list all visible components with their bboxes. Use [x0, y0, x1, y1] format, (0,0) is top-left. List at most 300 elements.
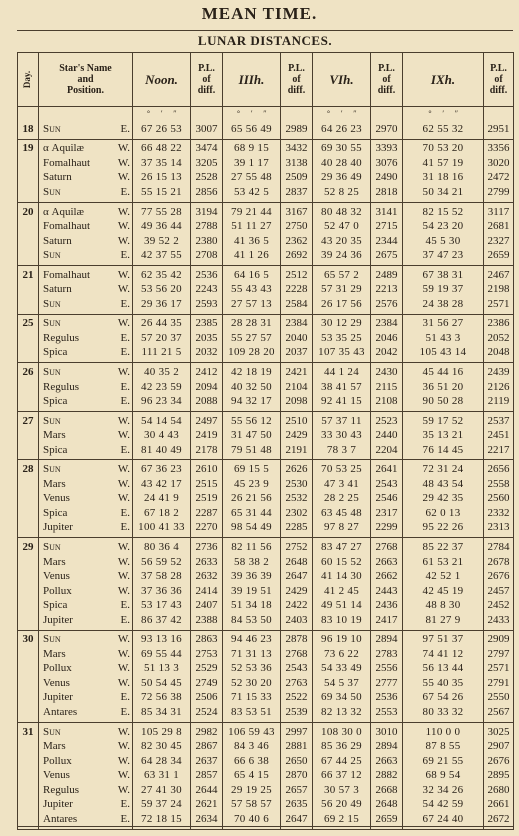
pl-diff-vi: 2668 — [371, 783, 403, 798]
pl-diff-noon: 2736 — [191, 538, 223, 555]
pl-diff-iii: 2522 — [281, 691, 313, 706]
iii-distance: 69 15 5 — [223, 460, 281, 477]
pl-diff-vi: 2443 — [371, 584, 403, 599]
vi-distance: 41 14 30 — [313, 569, 371, 584]
star-cell — [39, 314, 133, 331]
pl-diff-vi: 2882 — [371, 768, 403, 783]
ix-distance: 54 42 59 — [403, 798, 484, 813]
star-name: Pollux — [43, 754, 72, 767]
day-cell: 19 — [18, 139, 39, 156]
star-name: Saturn — [43, 283, 72, 296]
table-row — [18, 460, 514, 477]
star-position: W. — [117, 156, 130, 169]
vi-distance: 83 10 19 — [313, 613, 371, 630]
star-name: Fomalhaut — [43, 220, 91, 233]
noon-distance: 42 37 55 — [133, 248, 191, 265]
star-cell — [39, 331, 133, 346]
day-cell — [18, 282, 39, 297]
iii-distance: 29 19 25 — [223, 783, 281, 798]
pl-diff-noon: 2506 — [191, 691, 223, 706]
pl-diff-iii: 2539 — [281, 705, 313, 722]
pl-diff-vi: 2894 — [371, 739, 403, 754]
pl-diff-ix: 2681 — [484, 219, 514, 234]
noon-distance: 72 56 38 — [133, 691, 191, 706]
pl-diff-iii: 2768 — [281, 647, 313, 662]
star-cell — [39, 443, 133, 460]
table-row — [18, 538, 514, 555]
noon-distance: 85 34 31 — [133, 705, 191, 722]
ix-distance: 45 5 30 — [403, 234, 484, 249]
pl-diff-iii: 2584 — [281, 297, 313, 314]
pl-diff-ix: 2439 — [484, 363, 514, 380]
pl-diff-iii: 2302 — [281, 506, 313, 521]
ix-distance: 35 13 21 — [403, 428, 484, 443]
table-row — [18, 705, 514, 722]
pl-diff-iii: 2421 — [281, 363, 313, 380]
pl-diff-ix: 2659 — [484, 248, 514, 265]
star-position: W. — [117, 477, 130, 490]
day-cell — [18, 380, 39, 395]
pl-diff-noon: 2385 — [191, 314, 223, 331]
pl-diff-ix: 2895 — [484, 768, 514, 783]
star-position: E. — [120, 297, 130, 310]
iii-distance: 28 28 31 — [223, 314, 281, 331]
iii-distance: 82 11 56 — [223, 538, 281, 555]
noon-distance: 111 21 5 — [133, 346, 191, 363]
iii-distance: 71 31 13 — [223, 647, 281, 662]
pl-diff-vi: 2546 — [371, 492, 403, 507]
iii-distance: 52 30 20 — [223, 676, 281, 691]
star-name: Mars — [43, 429, 66, 442]
day-cell — [18, 185, 39, 202]
pl-diff-vi: 2489 — [371, 265, 403, 282]
ix-distance: 59 17 52 — [403, 411, 484, 428]
star-name: Spica — [43, 395, 68, 408]
vi-distance: 69 30 55 — [313, 139, 371, 156]
noon-distance: 72 18 15 — [133, 812, 191, 829]
vi-distance: 44 1 24 — [313, 363, 371, 380]
star-name: α Aquilæ — [43, 142, 84, 155]
pl-diff-iii: 2510 — [281, 411, 313, 428]
ix-distance: 45 44 16 — [403, 363, 484, 380]
vi-distance: 30 12 29 — [313, 314, 371, 331]
star-position: W. — [117, 171, 130, 184]
star-cell — [39, 202, 133, 219]
pl-diff-iii: 2384 — [281, 314, 313, 331]
star-name: Regulus — [43, 783, 80, 796]
day-cell: 28 — [18, 460, 39, 477]
table-row — [18, 156, 514, 171]
iii-distance: 51 11 27 — [223, 219, 281, 234]
ix-distance: 76 14 45 — [403, 443, 484, 460]
star-position: W. — [117, 633, 130, 646]
star-name: α Aquilæ — [43, 205, 84, 218]
noon-distance: 81 40 49 — [133, 443, 191, 460]
pl-diff-vi: 2213 — [371, 282, 403, 297]
pl-diff-ix: 2672 — [484, 812, 514, 829]
star-cell — [39, 171, 133, 186]
iii-distance: 55 43 43 — [223, 282, 281, 297]
star-position: E. — [120, 346, 130, 359]
noon-distance: 55 15 21 — [133, 185, 191, 202]
star-header: Star's Name and Position. — [39, 53, 133, 107]
pl-diff-vi: 2818 — [371, 185, 403, 202]
star-cell — [39, 569, 133, 584]
noon-distance: 24 41 9 — [133, 492, 191, 507]
table-row — [18, 346, 514, 363]
iii-distance: 66 6 38 — [223, 754, 281, 769]
star-name: Venus — [43, 492, 70, 505]
star-cell — [39, 248, 133, 265]
noon-distance: 37 35 14 — [133, 156, 191, 171]
iii-distance: 64 16 5 — [223, 265, 281, 282]
pl-diff-noon: 2088 — [191, 394, 223, 411]
noon-distance: 54 14 54 — [133, 411, 191, 428]
pl-diff-ix: 2571 — [484, 662, 514, 677]
pl-diff-ix: 2550 — [484, 691, 514, 706]
star-cell — [39, 363, 133, 380]
table-row — [18, 394, 514, 411]
pl-diff-noon: 2634 — [191, 812, 223, 829]
pl-diff-vi: 2553 — [371, 705, 403, 722]
pl-diff-ix: 2451 — [484, 428, 514, 443]
day-cell — [18, 477, 39, 492]
ix-distance: 55 40 35 — [403, 676, 484, 691]
table-row — [18, 219, 514, 234]
star-cell — [39, 185, 133, 202]
ix-distance: 90 50 28 — [403, 394, 484, 411]
iii-distance: 83 53 51 — [223, 705, 281, 722]
ix-distance: 59 19 37 — [403, 282, 484, 297]
star-cell — [39, 265, 133, 282]
units-label: ° ′ ″ — [133, 107, 191, 121]
noon-distance: 37 58 28 — [133, 569, 191, 584]
ix-distance: 85 22 37 — [403, 538, 484, 555]
ix-distance: 72 31 24 — [403, 460, 484, 477]
star-cell — [39, 538, 133, 555]
star-position: W. — [117, 220, 130, 233]
pl-diff-ix: 2676 — [484, 569, 514, 584]
pl-diff-vi: 2715 — [371, 219, 403, 234]
star-position: W. — [117, 540, 130, 553]
pl-diff-ix: 2907 — [484, 739, 514, 754]
star-name: Sun — [43, 122, 61, 135]
day-cell — [18, 584, 39, 599]
vi-distance: 70 53 25 — [313, 460, 371, 477]
star-cell — [39, 647, 133, 662]
iii-distance: 31 47 50 — [223, 428, 281, 443]
star-cell — [39, 555, 133, 570]
day-cell — [18, 394, 39, 411]
pl-diff-iii: 2626 — [281, 460, 313, 477]
pl-diff-noon: 2621 — [191, 798, 223, 813]
pl-diff-ix: 2676 — [484, 754, 514, 769]
pl-diff-noon: 2536 — [191, 265, 223, 282]
noon-distance: 105 29 8 — [133, 722, 191, 739]
day-cell — [18, 662, 39, 677]
pl-diff-ix: 2467 — [484, 265, 514, 282]
pl-diff-noon: 2094 — [191, 380, 223, 395]
star-name: Mars — [43, 647, 66, 660]
star-position: E. — [120, 812, 130, 825]
pl-diff-vi: 2659 — [371, 812, 403, 829]
day-cell: 21 — [18, 265, 39, 282]
noon-distance: 67 36 23 — [133, 460, 191, 477]
pl-diff-noon: 2637 — [191, 754, 223, 769]
pl-diff-noon: 2287 — [191, 506, 223, 521]
day-cell — [18, 492, 39, 507]
pl-diff-vi: 2042 — [371, 346, 403, 363]
pl-diff-iii: 2692 — [281, 248, 313, 265]
ix-distance: 69 21 55 — [403, 754, 484, 769]
day-cell — [18, 171, 39, 186]
table-row — [18, 613, 514, 630]
star-position: W. — [117, 142, 130, 155]
star-name: Saturn — [43, 234, 72, 247]
iii-distance: 39 19 51 — [223, 584, 281, 599]
table-row — [18, 297, 514, 314]
ix-distance: 80 33 32 — [403, 705, 484, 722]
iii-distance: 42 18 19 — [223, 363, 281, 380]
pl-diff-noon: 2270 — [191, 521, 223, 538]
pl-diff-vi: 3076 — [371, 156, 403, 171]
star-name: Fomalhaut — [43, 156, 91, 169]
vi-distance: 29 36 49 — [313, 171, 371, 186]
iii-distance: 27 57 13 — [223, 297, 281, 314]
star-name: Regulus — [43, 331, 80, 344]
ix-distance: 41 57 19 — [403, 156, 484, 171]
iii-header: IIIh. — [223, 53, 281, 107]
star-cell — [39, 521, 133, 538]
noon-distance: 77 55 28 — [133, 202, 191, 219]
ix-distance: 37 47 23 — [403, 248, 484, 265]
pl-diff-vi: 2663 — [371, 555, 403, 570]
ix-distance: 51 43 3 — [403, 331, 484, 346]
star-name: Venus — [43, 769, 70, 782]
vi-distance: 60 15 52 — [313, 555, 371, 570]
table-row — [18, 722, 514, 739]
pl-diff-noon: 2497 — [191, 411, 223, 428]
star-cell — [39, 662, 133, 677]
noon-distance: 26 44 35 — [133, 314, 191, 331]
table-row — [18, 171, 514, 186]
pl-diff-noon: 3194 — [191, 202, 223, 219]
iii-distance: 106 59 43 — [223, 722, 281, 739]
star-cell — [39, 139, 133, 156]
noon-distance: 67 26 53 — [133, 120, 191, 139]
star-cell — [39, 613, 133, 630]
pl-diff-vi: 2115 — [371, 380, 403, 395]
pl-header-ix: P.L. of diff. — [484, 53, 514, 107]
star-cell — [39, 428, 133, 443]
pl-diff-ix: 2048 — [484, 346, 514, 363]
pl-diff-noon: 2414 — [191, 584, 223, 599]
pl-diff-iii: 3167 — [281, 202, 313, 219]
pl-diff-ix: 3356 — [484, 139, 514, 156]
pl-diff-ix: 2452 — [484, 598, 514, 613]
star-name: Jupiter — [43, 521, 73, 534]
star-name: Sun — [43, 185, 61, 198]
pl-diff-vi: 2317 — [371, 506, 403, 521]
ix-distance: 82 15 52 — [403, 202, 484, 219]
vi-distance: 49 51 14 — [313, 598, 371, 613]
pl-diff-vi: 2436 — [371, 598, 403, 613]
noon-header: Noon. — [133, 53, 191, 107]
pl-diff-ix: 2678 — [484, 555, 514, 570]
pl-diff-iii: 2647 — [281, 569, 313, 584]
star-cell — [39, 584, 133, 599]
ix-distance: 24 38 28 — [403, 297, 484, 314]
pl-diff-ix: 2567 — [484, 705, 514, 722]
pl-diff-ix: 2571 — [484, 297, 514, 314]
pl-diff-noon: 2982 — [191, 722, 223, 739]
iii-distance: 41 1 26 — [223, 248, 281, 265]
pl-diff-iii: 2530 — [281, 477, 313, 492]
pl-diff-ix: 3025 — [484, 722, 514, 739]
ix-header: IXh. — [403, 53, 484, 107]
table-row — [18, 783, 514, 798]
day-cell: 31 — [18, 722, 39, 739]
star-cell — [39, 234, 133, 249]
iii-distance: 98 54 49 — [223, 521, 281, 538]
pl-diff-vi: 2430 — [371, 363, 403, 380]
table-row — [18, 492, 514, 507]
pl-diff-vi: 2299 — [371, 521, 403, 538]
iii-distance: 57 58 57 — [223, 798, 281, 813]
iii-distance: 55 56 12 — [223, 411, 281, 428]
noon-distance: 59 37 24 — [133, 798, 191, 813]
pl-diff-noon: 2867 — [191, 739, 223, 754]
day-cell — [18, 676, 39, 691]
lunar-distances-table — [17, 52, 514, 830]
noon-distance: 40 35 2 — [133, 363, 191, 380]
pl-diff-ix: 2472 — [484, 171, 514, 186]
star-name: Sun — [43, 463, 61, 476]
pl-diff-iii: 2650 — [281, 754, 313, 769]
pl-diff-iii: 2512 — [281, 265, 313, 282]
star-position: W. — [117, 662, 130, 675]
ix-distance: 36 51 20 — [403, 380, 484, 395]
noon-distance: 43 42 17 — [133, 477, 191, 492]
iii-distance: 70 40 6 — [223, 812, 281, 829]
pl-diff-ix: 2327 — [484, 234, 514, 249]
day-cell — [18, 691, 39, 706]
day-cell — [18, 443, 39, 460]
ix-distance: 95 22 26 — [403, 521, 484, 538]
pl-diff-noon: 2753 — [191, 647, 223, 662]
pl-diff-noon: 2528 — [191, 171, 223, 186]
pl-diff-vi: 2648 — [371, 798, 403, 813]
noon-distance: 51 13 3 — [133, 662, 191, 677]
day-cell — [18, 555, 39, 570]
pl-diff-ix: 2198 — [484, 282, 514, 297]
star-position: W. — [117, 570, 130, 583]
day-header: Day. — [18, 53, 39, 107]
star-cell — [39, 492, 133, 507]
noon-distance: 39 52 2 — [133, 234, 191, 249]
vi-distance: 54 5 37 — [313, 676, 371, 691]
pl-diff-noon: 2178 — [191, 443, 223, 460]
pl-diff-ix: 2457 — [484, 584, 514, 599]
units-label: ° ′ ″ — [403, 107, 484, 121]
star-cell — [39, 460, 133, 477]
noon-distance: 42 23 59 — [133, 380, 191, 395]
iii-distance: 51 34 18 — [223, 598, 281, 613]
pl-diff-iii: 2362 — [281, 234, 313, 249]
bottom-rule — [17, 826, 513, 827]
table-row — [18, 555, 514, 570]
pl-diff-vi: 2556 — [371, 662, 403, 677]
pl-diff-ix: 2386 — [484, 314, 514, 331]
iii-distance: 79 51 48 — [223, 443, 281, 460]
vi-distance: 52 8 25 — [313, 185, 371, 202]
iii-distance: 27 55 48 — [223, 171, 281, 186]
pl-diff-ix: 2799 — [484, 185, 514, 202]
day-cell — [18, 613, 39, 630]
pl-diff-iii: 3138 — [281, 156, 313, 171]
pl-diff-ix: 3020 — [484, 156, 514, 171]
star-name: Sun — [43, 540, 61, 553]
star-position: E. — [120, 521, 130, 534]
star-name: Pollux — [43, 584, 72, 597]
iii-distance: 65 31 44 — [223, 506, 281, 521]
pl-diff-vi: 2536 — [371, 691, 403, 706]
pl-diff-ix: 2433 — [484, 613, 514, 630]
star-name: Jupiter — [43, 613, 73, 626]
noon-distance: 57 20 37 — [133, 331, 191, 346]
noon-distance: 93 13 16 — [133, 630, 191, 647]
star-cell — [39, 630, 133, 647]
table-row — [18, 754, 514, 769]
units-label: ° ′ ″ — [223, 107, 281, 121]
vi-distance: 53 35 25 — [313, 331, 371, 346]
table-row — [18, 647, 514, 662]
pl-diff-iii: 2648 — [281, 555, 313, 570]
vi-distance: 28 2 25 — [313, 492, 371, 507]
table-row — [18, 569, 514, 584]
iii-distance: 39 1 17 — [223, 156, 281, 171]
table-row — [18, 598, 514, 613]
star-cell — [39, 346, 133, 363]
pl-diff-vi: 2783 — [371, 647, 403, 662]
pl-diff-vi: 3010 — [371, 722, 403, 739]
noon-distance: 29 36 17 — [133, 297, 191, 314]
vi-distance: 67 44 25 — [313, 754, 371, 769]
day-cell — [18, 156, 39, 171]
pl-diff-noon: 2412 — [191, 363, 223, 380]
day-cell — [18, 297, 39, 314]
noon-distance: 62 35 42 — [133, 265, 191, 282]
pl-diff-vi: 2675 — [371, 248, 403, 265]
pl-diff-iii: 2429 — [281, 428, 313, 443]
noon-distance: 56 59 52 — [133, 555, 191, 570]
iii-distance: 84 3 46 — [223, 739, 281, 754]
day-cell — [18, 428, 39, 443]
pl-diff-noon: 3474 — [191, 139, 223, 156]
star-cell — [39, 411, 133, 428]
star-position: W. — [117, 414, 130, 427]
star-position: E. — [120, 443, 130, 456]
ix-distance: 67 24 40 — [403, 812, 484, 829]
star-name: Sun — [43, 317, 61, 330]
iii-distance: 68 9 15 — [223, 139, 281, 156]
day-cell — [18, 234, 39, 249]
pl-diff-vi: 3393 — [371, 139, 403, 156]
table-row — [18, 477, 514, 492]
noon-distance: 64 28 34 — [133, 754, 191, 769]
ix-distance: 42 45 19 — [403, 584, 484, 599]
star-name: Regulus — [43, 380, 80, 393]
